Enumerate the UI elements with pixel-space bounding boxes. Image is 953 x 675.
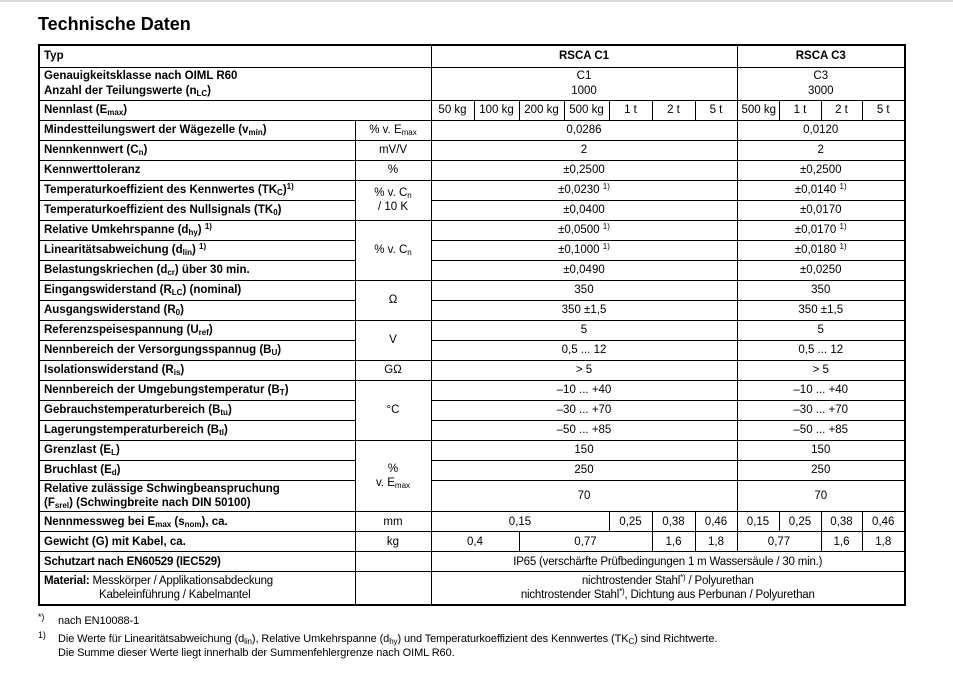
- row-label: Linearitätsabweichung $(d_{lin})$ $^{1)}$: [39, 240, 355, 260]
- value-c1: 5: [431, 320, 737, 340]
- row-label: Typ: [39, 45, 431, 67]
- value-cell: 1,6: [652, 532, 695, 552]
- value-cell: 0,46: [695, 512, 737, 532]
- value-cell: 5 t: [862, 100, 905, 120]
- row-label: Eingangswiderstand $(R_{LC})$ (nominal): [39, 280, 355, 300]
- value-cell: 100 kg: [474, 100, 519, 120]
- row-nennmessweg: [39, 512, 905, 532]
- unit-cell: mm: [355, 512, 431, 532]
- footnotes: [38, 611, 953, 661]
- row-relative-umkehrspanne: [39, 220, 905, 240]
- footnote-marker: 1): [38, 630, 46, 641]
- value-c3: 150: [737, 440, 905, 460]
- unit-cell: % v. $C_n$: [355, 220, 431, 280]
- value-cell: 0,77: [519, 532, 652, 552]
- unit-cell: kg: [355, 532, 431, 552]
- row-temperaturkoeffizient-nullsignal: [39, 200, 905, 220]
- row-ausgangswiderstand: [39, 300, 905, 320]
- value-c3: 350: [737, 280, 905, 300]
- value-c3: ±0,0170: [737, 200, 905, 220]
- row-label: Lagerungstemperaturbereich $(B_{tl})$: [39, 420, 355, 440]
- value-c1: ±0,0490: [431, 260, 737, 280]
- material-label-line1: Messkörper / Applikationsabdeckung: [92, 574, 274, 587]
- value-cell: 0,25: [779, 512, 821, 532]
- value-cell: 0,15: [431, 512, 609, 532]
- row-schwingbeanspruchung: [39, 480, 905, 512]
- material-label-line2: Kabeleinführung / Kabelmantel: [99, 589, 251, 601]
- value-cell: 200 kg: [519, 100, 564, 120]
- value-cell: 1,6: [821, 532, 862, 552]
- row-umgebungstemperatur: [39, 380, 905, 400]
- value-cell: 1,8: [695, 532, 737, 552]
- row-label: Nennbereich der Versorgungsspannug $(B_U)$: [39, 340, 355, 360]
- value-c1: C1 1000: [431, 67, 737, 100]
- row-label: Temperaturkoeffizient des Nullsignals $(TK_0)$: [39, 200, 355, 220]
- value-c3: 0,0120: [737, 120, 905, 140]
- value-cell: 0,15: [737, 512, 779, 532]
- value-c3: 5: [737, 320, 905, 340]
- value-cell: 0,25: [609, 512, 652, 532]
- row-label: Belastungskriechen $(d_{cr})$ über 30 min.: [39, 260, 355, 280]
- value-c3: > 5: [737, 360, 905, 380]
- row-kennwerttoleranz: [39, 160, 905, 180]
- value-c3: 350 ±1,5: [737, 300, 905, 320]
- unit-cell: °C: [355, 380, 431, 440]
- value-c3: C3 3000: [737, 67, 905, 100]
- unit-cell: [355, 552, 431, 572]
- value-cell: 0,77: [737, 532, 821, 552]
- unit-cell: GΩ: [355, 360, 431, 380]
- value-cell: 1 t: [609, 100, 652, 120]
- row-label: Mindestteilungswert der Wägezelle $(v_{min})$: [39, 120, 355, 140]
- value-c1: ±0,0500 $^{1)}$: [431, 220, 737, 240]
- row-label: Referenzspeisespannung $(U_{ref})$: [39, 320, 355, 340]
- value-c1: –10 ... +40: [431, 380, 737, 400]
- value-c1: 0,5 ... 12: [431, 340, 737, 360]
- value-c3: –50 ... +85: [737, 420, 905, 440]
- value-c3: 250: [737, 460, 905, 480]
- value-c1: –50 ... +85: [431, 420, 737, 440]
- value-c1: > 5: [431, 360, 737, 380]
- value-c3: –10 ... +40: [737, 380, 905, 400]
- unit-cell: % v. $C_n$ / 10 K: [355, 180, 431, 220]
- value-c3: ±0,0250: [737, 260, 905, 280]
- material-label-prefix: Material:: [44, 574, 90, 587]
- row-isolationswiderstand: [39, 360, 905, 380]
- value-c3: ±0,0170 $^{1)}$: [737, 220, 905, 240]
- row-grenzlast: [39, 440, 905, 460]
- row-nennlast: [39, 100, 905, 120]
- row-label: Nennkennwert $(C_n)$: [39, 140, 355, 160]
- row-label: Temperaturkoeffizient des Kennwertes $(TK_C)^{1)}$: [39, 180, 355, 200]
- row-gebrauchstemperaturbereich: [39, 400, 905, 420]
- unit-cell: Ω: [355, 280, 431, 320]
- row-label: Schutzart nach EN60529 (IEC529): [39, 552, 355, 572]
- value-cell: 0,4: [431, 532, 519, 552]
- value-c1: 350: [431, 280, 737, 300]
- value-cell: 2 t: [821, 100, 862, 120]
- unit-cell: %: [355, 160, 431, 180]
- row-referenzspeisespannung: [39, 320, 905, 340]
- value-c3: ±0,0180 $^{1)}$: [737, 240, 905, 260]
- value-cell: IP65 (verschärfte Prüfbedingungen 1 m Wassersäule / 30 min.): [431, 552, 905, 572]
- row-bruchlast: [39, 460, 905, 480]
- value-c1: 350 ±1,5: [431, 300, 737, 320]
- column-header-rsca-c3: RSCA C3: [737, 45, 905, 67]
- row-label: Nennmessweg bei $E_{max}$ $(s_{nom})$, ca.: [39, 512, 355, 532]
- value-c1: 2: [431, 140, 737, 160]
- row-label: Grenzlast $(E_L)$: [39, 440, 355, 460]
- value-cell: 2 t: [652, 100, 695, 120]
- row-label: Ausgangswiderstand $(R_0)$: [39, 300, 355, 320]
- value-cell: nichtrostender Stahl*) / Polyurethan nichtrostender Stahl*), Dichtung aus Perbunan / Polyurethan: [431, 572, 905, 605]
- value-cell: 1,8: [862, 532, 905, 552]
- page-title: Technische Daten: [38, 14, 191, 34]
- value-cell: 0,46: [862, 512, 905, 532]
- row-nennkennwert: [39, 140, 905, 160]
- value-c1: ±0,1000 $^{1)}$: [431, 240, 737, 260]
- value-c1: 0,0286: [431, 120, 737, 140]
- row-label: Nennbereich der Umgebungstemperatur $(B_T)$: [39, 380, 355, 400]
- unit-cell: V: [355, 320, 431, 360]
- row-linearitaetsabweichung: [39, 240, 905, 260]
- row-label: Relative Umkehrspanne $(d_{hy})$ $^{1)}$: [39, 220, 355, 240]
- value-cell: 500 kg: [564, 100, 609, 120]
- value-c3: –30 ... +70: [737, 400, 905, 420]
- row-label: Nennlast $(E_{max})$: [39, 100, 431, 120]
- value-c3: 70: [737, 480, 905, 512]
- value-c3: 2: [737, 140, 905, 160]
- value-c1: ±0,0400: [431, 200, 737, 220]
- unit-cell: mV/V: [355, 140, 431, 160]
- row-label: [39, 572, 355, 605]
- row-material: [39, 572, 905, 605]
- value-cell: 0,38: [821, 512, 862, 532]
- row-gewicht: [39, 532, 905, 552]
- unit-cell: % v. $E_{max}$: [355, 120, 431, 140]
- column-header-rsca-c1: RSCA C1: [431, 45, 737, 67]
- unit-cell: % v. $E_{max}$: [355, 440, 431, 512]
- value-cell: 0,38: [652, 512, 695, 532]
- value-cell: 1 t: [779, 100, 821, 120]
- footnote: [38, 611, 953, 628]
- row-typ: [39, 45, 905, 67]
- value-cell: 500 kg: [737, 100, 779, 120]
- row-versorgungsspannung: [39, 340, 905, 360]
- value-c1: 150: [431, 440, 737, 460]
- unit-cell: [355, 572, 431, 605]
- row-genauigkeitsklasse: [39, 67, 905, 100]
- row-belastungskriechen: [39, 260, 905, 280]
- row-label: Gewicht (G) mit Kabel, ca.: [39, 532, 355, 552]
- row-temperaturkoeffizient-kennwert: [39, 180, 905, 200]
- row-label: Genauigkeitsklasse nach OIML R60 Anzahl der Teilungswerte $(n_{LC})$: [39, 67, 431, 100]
- footnote-marker: *): [38, 611, 45, 622]
- technical-data-table: [38, 44, 906, 606]
- value-c1: ±0,0230 $^{1)}$: [431, 180, 737, 200]
- footnote: [38, 632, 953, 661]
- value-c1: 70: [431, 480, 737, 512]
- row-label: Kennwerttoleranz: [39, 160, 355, 180]
- row-eingangswiderstand: [39, 280, 905, 300]
- value-cell: 5 t: [695, 100, 737, 120]
- value-c1: ±0,2500: [431, 160, 737, 180]
- value-c3: ±0,2500: [737, 160, 905, 180]
- value-c1: 250: [431, 460, 737, 480]
- row-schutzart: [39, 552, 905, 572]
- row-label: Isolationswiderstand $(R_{is})$: [39, 360, 355, 380]
- value-c3: ±0,0140 $^{1)}$: [737, 180, 905, 200]
- value-cell: 50 kg: [431, 100, 474, 120]
- row-label: Gebrauchstemperaturbereich $(B_{tu})$: [39, 400, 355, 420]
- value-c1: –30 ... +70: [431, 400, 737, 420]
- row-label: Bruchlast $(E_d)$: [39, 460, 355, 480]
- row-mindestteilungswert: [39, 120, 905, 140]
- footnote-text: nach EN10088-1: [58, 614, 140, 627]
- row-label: Relative zulässige Schwingbeanspruchung $(F_{srel})$ (Schwingbreite nach DIN 50100): [39, 480, 355, 512]
- footnote-text: Die Werte für Linearitätsabweichung $(d_{lin})$, Relative Umkehrspanne $(d_{hy})$ und Temperaturkoeffizient des Kennwertes $(TK_C)$ sind Richtwerte. Die Summe dieser Werte liegt innerhalb der Summenfehlergrenze nach OIML R60.: [58, 633, 718, 660]
- value-c3: 0,5 ... 12: [737, 340, 905, 360]
- row-lagerungstemperaturbereich: [39, 420, 905, 440]
